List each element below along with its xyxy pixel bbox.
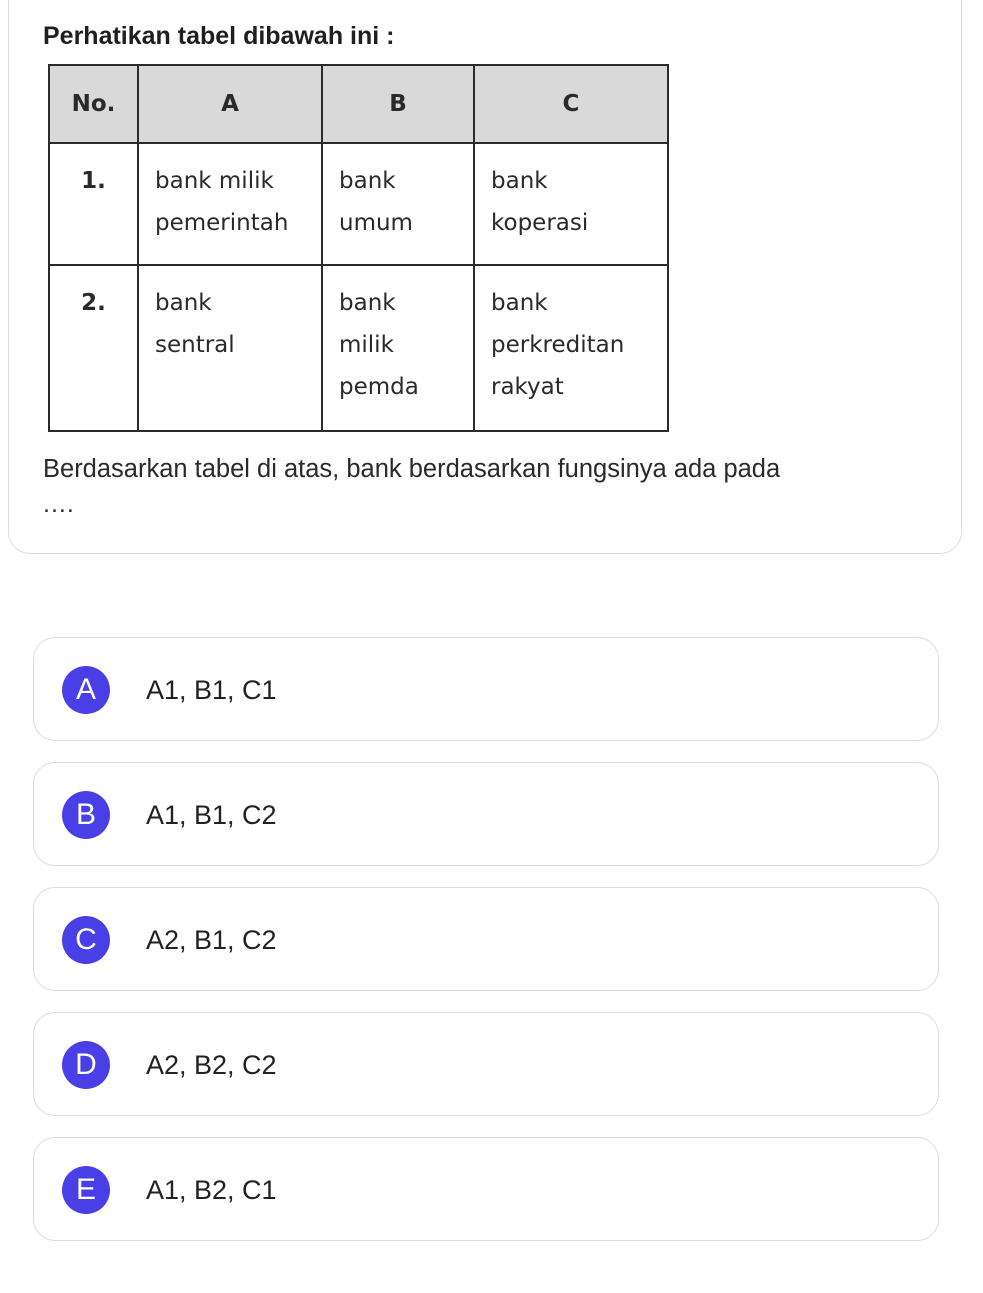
cell-b2-line3: pemda xyxy=(339,374,419,400)
option-e[interactable] xyxy=(33,1137,939,1241)
cell-a1-line1: bank milik xyxy=(155,168,274,194)
option-c-badge: C xyxy=(62,916,110,964)
option-a[interactable] xyxy=(33,637,939,741)
cell-c2 xyxy=(474,265,668,431)
cell-c2-line2: perkreditan xyxy=(491,332,625,358)
cell-b2-line2: milik xyxy=(339,332,394,358)
question-instruction: Perhatikan tabel dibawah ini : xyxy=(43,22,395,50)
cell-c1 xyxy=(474,143,668,265)
cell-b1-line1: bank xyxy=(339,168,396,194)
cell-a1 xyxy=(138,143,322,265)
cell-a2-line1: bank xyxy=(155,290,212,316)
option-b-badge: B xyxy=(62,791,110,839)
table-row xyxy=(49,143,668,265)
cell-b1 xyxy=(322,143,474,265)
cell-b2 xyxy=(322,265,474,431)
option-d-badge: D xyxy=(62,1041,110,1089)
header-b: B xyxy=(322,65,474,143)
cell-b2-line1: bank xyxy=(339,290,396,316)
cell-a2 xyxy=(138,265,322,431)
option-b-text: A1, B1, C2 xyxy=(146,800,277,830)
option-e-text: A1, B2, C1 xyxy=(146,1175,277,1205)
cell-a2-line2: sentral xyxy=(155,332,235,358)
header-c: C xyxy=(474,65,668,143)
option-e-badge: E xyxy=(62,1166,110,1214)
cell-c2-line1: bank xyxy=(491,290,548,316)
question-text: Berdasarkan tabel di atas, bank berdasarkan fungsinya ada pada xyxy=(43,455,781,483)
cell-c1-line1: bank xyxy=(491,168,548,194)
option-a-badge: A xyxy=(62,666,110,714)
header-a: A xyxy=(138,65,322,143)
bank-table xyxy=(48,64,669,432)
option-a-text: A1, B1, C1 xyxy=(146,675,277,705)
cell-c1-line2: koperasi xyxy=(491,210,589,236)
option-c[interactable] xyxy=(33,887,939,991)
cell-no-1: 1. xyxy=(49,143,138,265)
option-d[interactable] xyxy=(33,1012,939,1116)
option-b[interactable] xyxy=(33,762,939,866)
question-ellipsis: .... xyxy=(43,490,75,518)
cell-b1-line2: umum xyxy=(339,210,413,236)
cell-no-2: 2. xyxy=(49,265,138,431)
cell-c2-line3: rakyat xyxy=(491,374,564,400)
option-d-text: A2, B2, C2 xyxy=(146,1050,277,1080)
option-c-text: A2, B1, C2 xyxy=(146,925,277,955)
cell-a1-line2: pemerintah xyxy=(155,210,289,236)
table-header-row xyxy=(49,65,668,143)
table-row xyxy=(49,265,668,431)
header-no: No. xyxy=(49,65,138,143)
